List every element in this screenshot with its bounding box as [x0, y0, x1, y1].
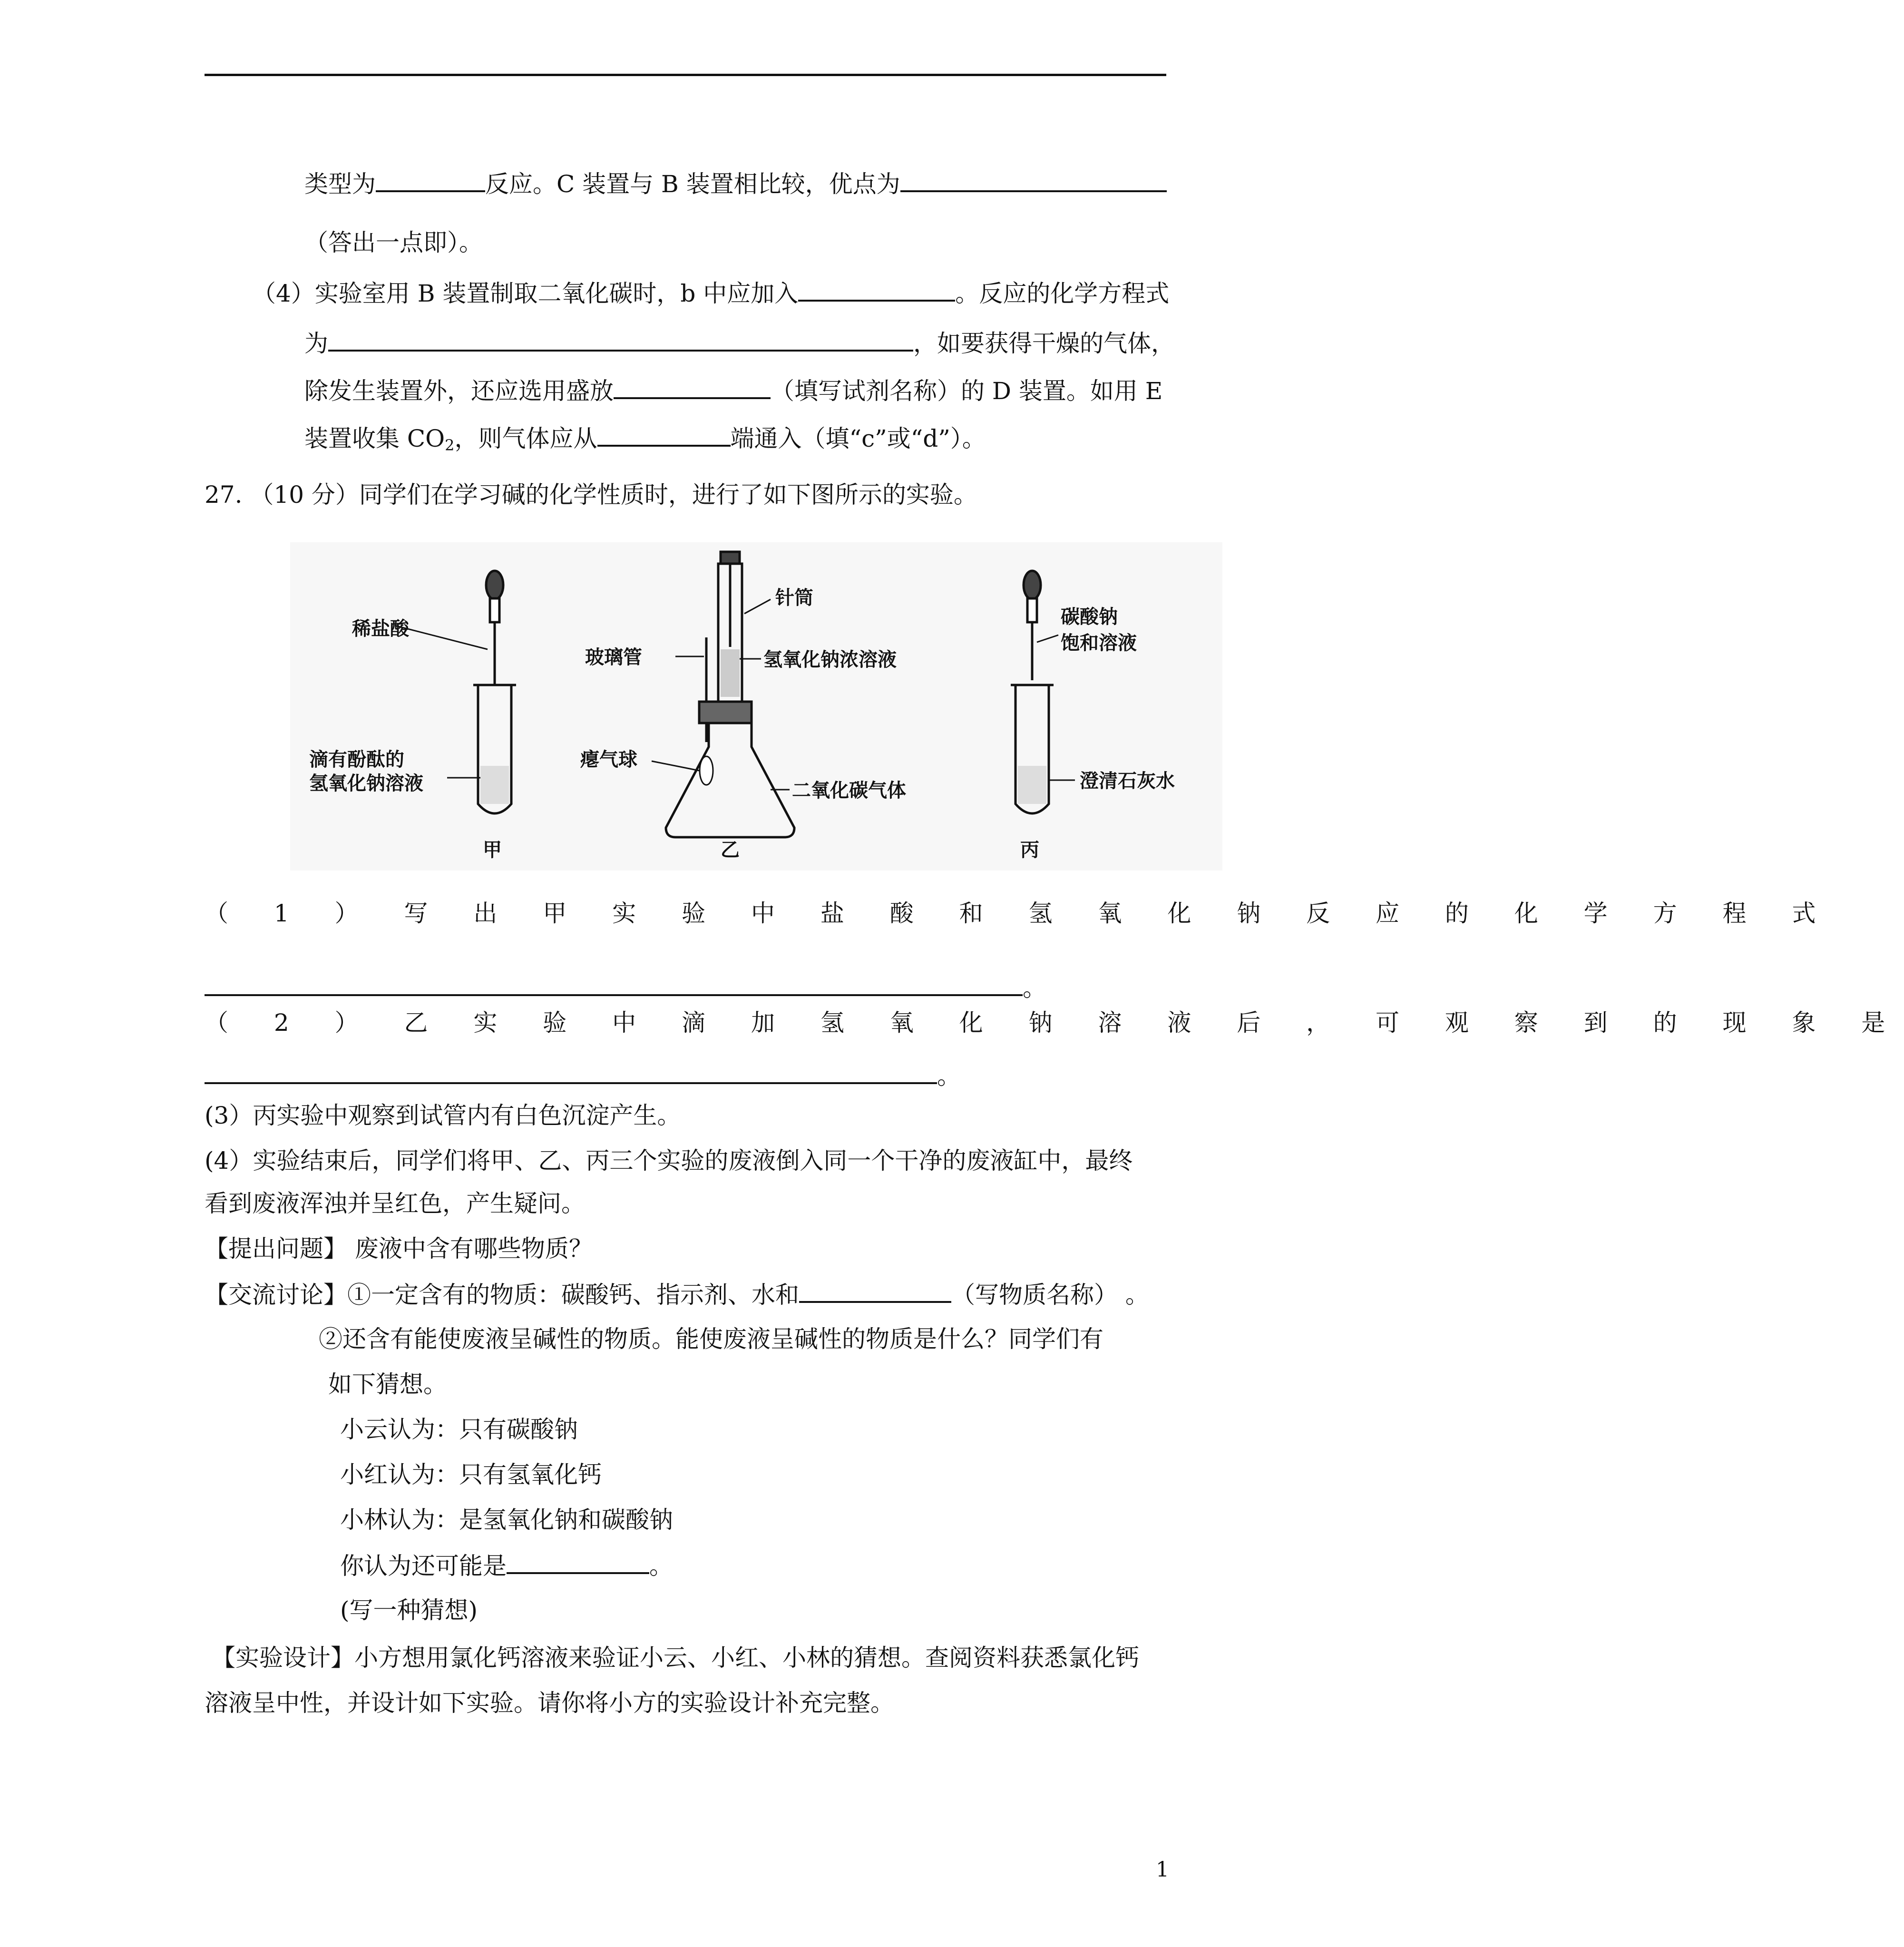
q27-part1-text: （ 1 ） 写 出 甲 实 验 中 盐 酸 和 氢 氧 化 钠 反 应 的 化 学 方 程 式	[205, 900, 1835, 927]
q26-line-6	[304, 421, 986, 462]
q26-text: 。反应的化学方程式	[955, 280, 1170, 307]
answer-blank[interactable]	[205, 1058, 937, 1084]
q27-part4-line1	[205, 1144, 1133, 1177]
label-phenol: 滴有酚酞的	[309, 749, 404, 771]
q27-text: (写一种猜想)	[340, 1596, 478, 1624]
label-glass-tube: 玻璃管	[585, 646, 642, 668]
deflated-balloon	[700, 756, 713, 785]
q26-line-2	[304, 226, 483, 259]
answer-blank[interactable]	[798, 276, 955, 302]
q27-part4-text: 看到废液浑浊并呈红色，产生疑问。	[205, 1190, 585, 1217]
guess-hint	[340, 1594, 478, 1627]
q26-text: 为	[304, 330, 328, 357]
q26-text: ，如要获得干燥的气体，	[913, 330, 1175, 357]
q27-text: 【实验设计】小方想用氯化钙溶液来验证小云、小红、小林的猜想。查阅资料获悉氯化钙	[212, 1644, 1139, 1672]
q27-part4-text: (4）实验结束后，同学们将甲、乙、丙三个实验的废液倒入同一个干净的废液缸中，最终	[205, 1147, 1133, 1174]
q27-ask	[205, 1232, 593, 1265]
q27-text: （写物质名称） 。	[951, 1281, 1149, 1309]
caption-bing: 丙	[1020, 839, 1039, 861]
q26-text: （填写试剂名称）的 D 装置。如用 E	[771, 377, 1163, 405]
q27-title-text: 27. （10 分）同学们在学习碱的化学性质时，进行了如下图所示的实验。	[205, 481, 977, 509]
q27-title	[205, 478, 977, 511]
q27-part3-text: (3）丙实验中观察到试管内有白色沉淀产生。	[205, 1102, 681, 1129]
label-balloon: 瘪气球	[580, 749, 637, 771]
q27-part2-answer	[205, 1058, 961, 1093]
syringe-plunger-top	[721, 552, 740, 564]
guess-xiaoyun	[340, 1413, 578, 1446]
q27-part2	[205, 1006, 1904, 1039]
answer-blank[interactable]	[799, 1277, 951, 1303]
q27-part2-text: （ 2 ） 乙 实 验 中 滴 加 氢 氧 化 钠 溶 液 后 ， 可 观 察 到 的 现 象 是	[205, 1009, 1904, 1037]
q26-text: （4）实验室用 B 装置制取二氧化碳时，b 中应加入	[252, 280, 799, 307]
q27-discussion-2b	[328, 1368, 447, 1401]
label-naoh-conc: 氢氧化钠浓溶液	[763, 649, 897, 671]
figure-background	[290, 542, 1222, 871]
guess-xiaohong	[340, 1458, 602, 1491]
guess-xiaolin	[340, 1503, 673, 1536]
naoh-fill	[721, 649, 740, 697]
q26-text: 端通入（填“c”或“d”）。	[730, 425, 986, 452]
answer-blank[interactable]	[900, 166, 1167, 192]
q27-discussion-1	[205, 1277, 1149, 1311]
q26-text: 除发生装置外，还应选用盛放	[304, 377, 614, 405]
label-saturated: 饱和溶液	[1061, 632, 1137, 654]
q26-line-4	[304, 326, 1175, 360]
q27-text: 如下猜想。	[328, 1370, 447, 1398]
header-rule	[205, 74, 1166, 76]
answer-blank[interactable]	[376, 166, 485, 192]
caption-jia: 甲	[483, 839, 502, 861]
experiment-figure	[290, 542, 1222, 871]
label-na2co3: 碳酸钠	[1061, 606, 1118, 628]
q27-design-2	[205, 1686, 894, 1720]
answer-blank[interactable]	[597, 421, 731, 447]
guess-yours	[340, 1548, 673, 1583]
q26-text: 反应。C 装置与 B 装置相比较，优点为	[485, 170, 900, 198]
q26-text: 类型为	[304, 170, 376, 198]
q26-line-5	[304, 373, 1162, 408]
q27-text: 你认为还可能是	[340, 1552, 507, 1580]
experiment-diagram	[290, 542, 1222, 871]
q27-text: 小红认为：只有氢氧化钙	[340, 1461, 602, 1488]
label-naoh: 氢氧化钠溶液	[309, 773, 423, 794]
subscript: 2	[445, 436, 455, 454]
solution-jia	[480, 766, 509, 804]
answer-blank[interactable]	[507, 1548, 649, 1574]
dropper-collar	[1027, 598, 1037, 622]
page-number: 1	[1156, 1858, 1169, 1882]
q27-text: 。	[937, 1062, 961, 1090]
label-syringe: 针筒	[775, 587, 813, 609]
q27-text: 溶液呈中性，并设计如下实验。请你将小方的实验设计补充完整。	[205, 1689, 894, 1717]
q27-text: 小云认为：只有碳酸钠	[340, 1416, 578, 1443]
q27-design-1	[212, 1641, 1139, 1674]
q27-part1-answer	[205, 970, 1046, 1005]
q27-part4-line2	[205, 1187, 585, 1220]
q27-text: ②还含有能使废液呈碱性的物质。能使废液呈碱性的物质是什么？同学们有	[319, 1325, 1103, 1353]
q26-text: 装置收集 CO	[304, 425, 445, 452]
q26-text: ，则气体应从	[454, 425, 597, 452]
answer-blank[interactable]	[205, 970, 1023, 996]
q27-text: 。	[1023, 974, 1046, 1002]
dropper-bulb	[1024, 571, 1041, 599]
q26-line-1	[304, 166, 1167, 201]
label-hcl: 稀盐酸	[352, 618, 409, 640]
label-limewater: 澄清石灰水	[1080, 770, 1175, 792]
q27-discussion-2a	[319, 1322, 1103, 1356]
q27-text: 【交流讨论】①一定含有的物质：碳酸钙、指示剂、水和	[205, 1281, 799, 1309]
solution-bing	[1018, 766, 1046, 804]
q27-ask-text: 【提出问题】 废液中含有哪些物质？	[205, 1235, 593, 1262]
q27-text: 。	[649, 1552, 673, 1580]
answer-blank[interactable]	[614, 373, 771, 399]
stopper	[699, 702, 752, 723]
q26-text: （答出一点即）。	[304, 229, 483, 256]
answer-blank[interactable]	[328, 326, 913, 352]
q27-part3	[205, 1099, 681, 1132]
q27-text: 小林认为：是氢氧化钠和碳酸钠	[340, 1506, 673, 1534]
dropper-bulb	[486, 571, 503, 599]
dropper-collar	[490, 598, 499, 622]
label-co2: 二氧化碳气体	[792, 780, 906, 802]
q26-line-3	[252, 276, 1169, 310]
caption-yi: 乙	[721, 839, 740, 861]
q27-part1	[205, 897, 1835, 930]
